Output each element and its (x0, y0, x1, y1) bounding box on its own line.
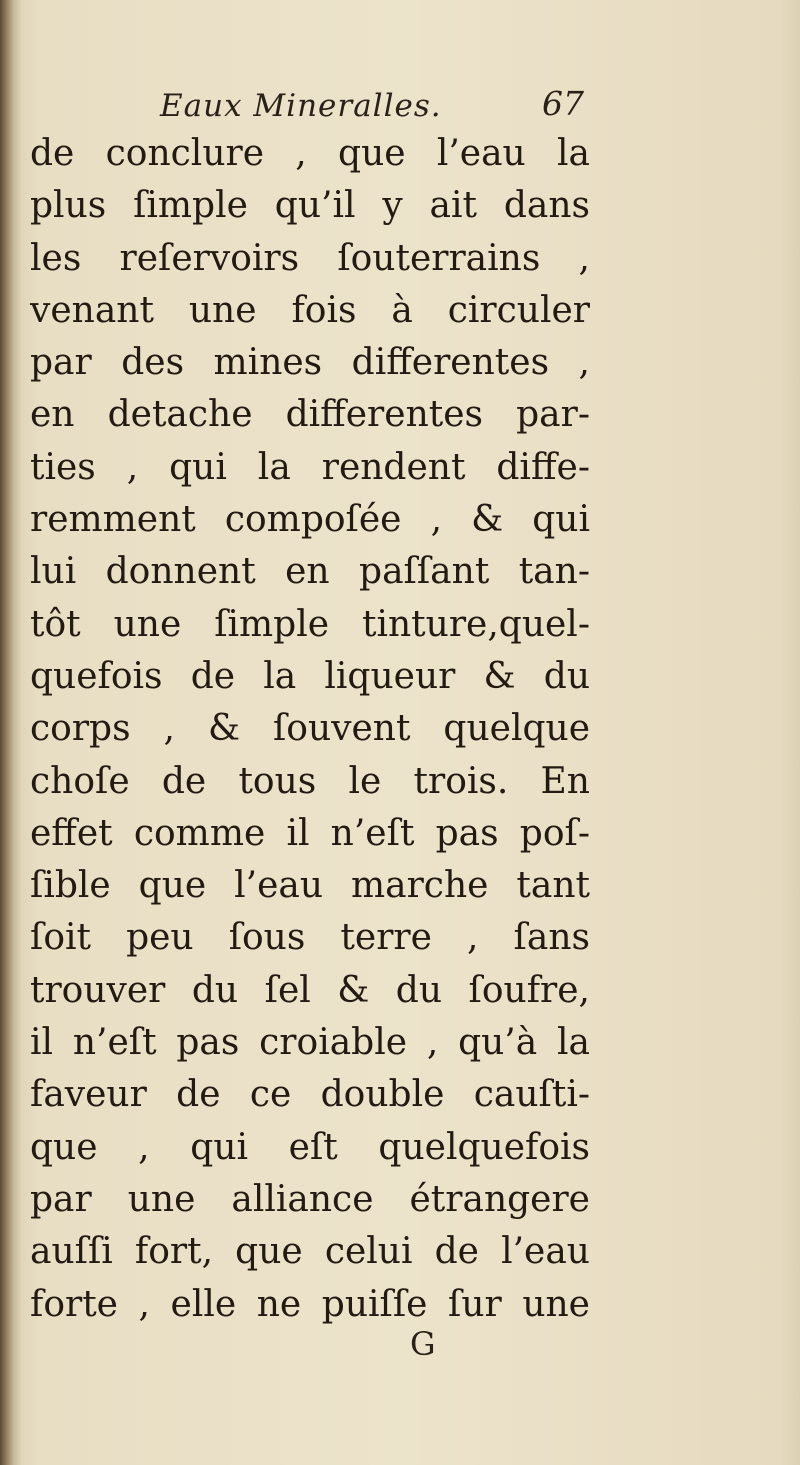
text-line: il n’eſt pas croiable , qu’à la (30, 1022, 590, 1064)
page-number: 67 (542, 84, 584, 123)
text-line: ties , qui la rendent diffe- (30, 446, 590, 488)
text-line: ſoit peu ſous terre , ſans (30, 917, 590, 959)
text-line: effet comme il n’eſt pas poſ- (30, 812, 590, 854)
text-line: corps , & ſouvent quelque (30, 708, 590, 750)
binding-gutter (0, 0, 22, 1465)
text-line: choſe de tous le trois. En (30, 760, 590, 802)
text-line: en detache differentes par- (30, 394, 590, 436)
text-line: trouver du ſel & du ſoufre, (30, 969, 590, 1011)
text-line: remment compoſée , & qui (30, 499, 590, 541)
text-line: les reſervoirs ſouterrains , (30, 237, 590, 279)
text-line: lui donnent en paſſant tan- (30, 551, 590, 593)
text-line: faveur de ce double cauſti- (30, 1074, 590, 1116)
text-line: auſſi fort, que celui de l’eau (30, 1231, 590, 1273)
text-line: par une alliance étrangere (30, 1178, 590, 1220)
page-header (160, 80, 600, 130)
text-line: tôt une ſimple tinture,quel- (30, 603, 590, 645)
text-line: forte , elle ne puiſſe ſur une (30, 1283, 590, 1325)
text-line: que , qui eſt quelquefois (30, 1126, 590, 1168)
body-text (30, 128, 590, 1331)
text-line: ſible que l’eau marche tant (30, 865, 590, 907)
text-line: par des mines differentes , (30, 342, 590, 384)
text-line: de conclure , que l’eau la (30, 133, 590, 174)
text-line: quefois de la liqueur & du (30, 655, 590, 697)
text-line: venant une fois à circuler (30, 289, 590, 331)
text-line: plus ſimple qu’il y ait dans (30, 185, 590, 227)
signature-mark: G (410, 1325, 436, 1363)
running-title: Eaux Mineralles. (160, 88, 442, 124)
